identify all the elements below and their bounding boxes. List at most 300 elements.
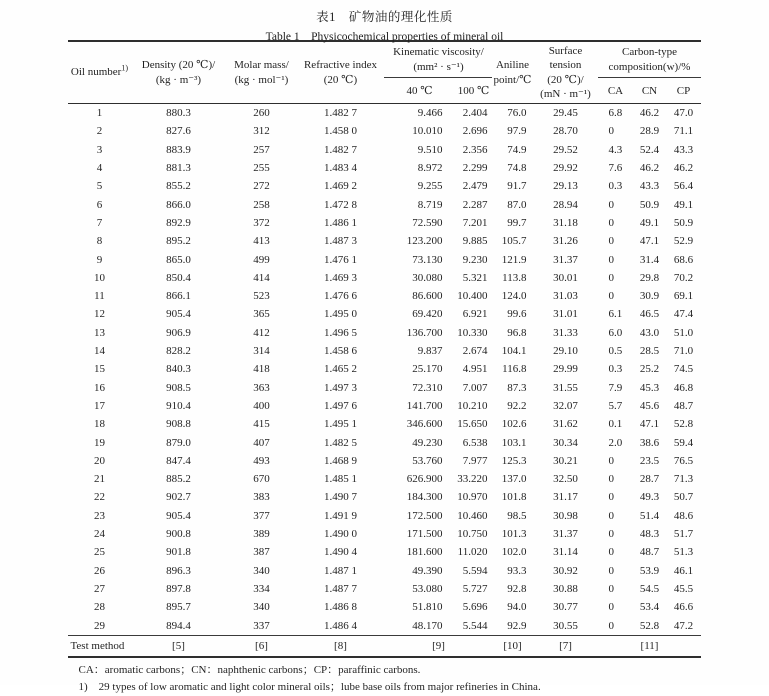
cell-molar-mass: 413 [253,235,270,248]
cell-viscosity-40: 73.130 [412,253,443,266]
cell-surface-tension: 32.50 [553,473,578,486]
cell-viscosity-100: 6.538 [462,436,488,449]
cell-cn: 54.5 [639,582,660,595]
cell-cn: 47.1 [639,418,660,431]
cell-surface-tension: 29.45 [532,104,598,123]
cell-viscosity-40: 181.600 [406,546,443,559]
properties-table [68,40,700,658]
cell-ca: 0.3 [608,180,623,193]
cell-viscosity-40: 49.230 [412,436,443,449]
cell-refractive-index: 1.469 3 [323,271,357,284]
cell-oil-number: 15 [93,363,105,376]
cell-aniline-point: 102.6 [501,418,527,431]
cell-cp: 46.1 [673,564,694,577]
cell-aniline-point: 74.9 [507,143,527,156]
cell-refractive-index: 1.497 3 [323,381,357,394]
cell-viscosity-100: 7.977 [462,454,488,467]
cell-molar-mass: 312 [253,125,270,138]
footnote-abbreviations: CA：aromatic carbons；CN：naphthenic carbons；CP：paraffinic carbons. [78,663,421,676]
cell-viscosity-40: 141.700 [406,399,443,412]
cell-surface-tension: 31.18 [553,216,578,229]
cell-aniline-point: 102.0 [501,546,527,559]
cell-ca: 0 [608,253,614,266]
cell-density: 866.1 [166,290,191,303]
cell-oil-number: 19 [93,436,105,449]
test-method-carbon-type: [11] [598,635,700,657]
cell-ca: 6.0 [608,326,623,339]
cell-cp: 46.8 [673,381,694,394]
cell-molar-mass: 523 [253,290,270,303]
cell-cn: 53.4 [639,601,660,614]
cell-density: 905.4 [166,308,191,321]
cell-viscosity-40: 8.972 [417,162,443,175]
table-row [68,415,700,433]
cell-refractive-index: 1.458 0 [323,125,357,138]
cell-density: 840.3 [166,363,191,376]
cell-density: 900.8 [166,528,191,541]
cell-viscosity-40: 72.310 [412,381,443,394]
cell-cp: 51.0 [673,326,694,339]
cell-aniline-point: 105.7 [501,235,527,248]
cell-surface-tension: 29.52 [553,143,578,156]
cell-surface-tension: 29.10 [553,345,578,358]
cell-refractive-index: 1.476 1 [323,253,357,266]
header-oil-number: Oil number$^{1)}$ [70,63,129,79]
cell-oil-number: 13 [93,326,105,339]
cell-surface-tension: 30.34 [553,436,578,449]
cell-cp: 71.0 [673,345,694,358]
cell-density: 892.9 [166,216,191,229]
cell-molar-mass: 377 [253,509,270,522]
cell-cp: 47.2 [673,619,694,632]
cell-density: 879.0 [166,436,191,449]
cell-molar-mass: 383 [253,491,270,504]
cell-oil-number: 26 [93,564,105,577]
cell-refractive-index: 1.490 7 [323,491,357,504]
cell-density: 902.7 [166,491,191,504]
cell-viscosity-100: 10.750 [457,528,488,541]
cell-molar-mass: 414 [253,271,270,284]
cell-aniline-point: 99.7 [507,216,527,229]
cell-refractive-index: 1.476 6 [323,290,357,303]
cell-viscosity-40: 346.600 [406,418,443,431]
test-method-row [68,635,700,657]
cell-density: 880.3 [130,104,226,123]
cell-viscosity-100: 11.020 [457,546,488,559]
cell-viscosity-100: 33.220 [457,473,488,486]
cell-cp: 52.8 [673,418,694,431]
cell-cn: 48.3 [639,528,660,541]
cell-oil-number: 24 [93,528,105,541]
table-title-chinese: 表1 矿物油的理化性质 [316,10,453,24]
cell-viscosity-100: 2.479 [462,180,488,193]
cell-molar-mass: 418 [253,363,270,376]
cell-refractive-index: 1.486 4 [323,619,357,632]
table-row [68,305,700,323]
cell-oil-number: 16 [93,381,105,394]
cell-viscosity-40: 25.170 [412,363,443,376]
header-ca: CA [607,84,624,97]
cell-surface-tension: 30.55 [553,619,578,632]
cell-refractive-index: 1.490 4 [323,546,357,559]
cell-aniline-point: 137.0 [501,473,527,486]
cell-viscosity-100: 2.696 [462,125,488,138]
cell-viscosity-100: 10.970 [457,491,488,504]
cell-molar-mass: 415 [253,418,270,431]
cell-density: 901.8 [166,546,191,559]
cell-viscosity-40: 51.810 [412,601,443,614]
cell-refractive-index: 1.482 7 [323,143,357,156]
cell-aniline-point: 98.5 [507,509,527,522]
cell-density: 883.9 [166,143,191,156]
cell-cp: 46.2 [673,162,694,175]
cell-viscosity-40: 171.500 [406,528,443,541]
cell-molar-mass: 387 [253,546,270,559]
cell-oil-number: 1 [68,104,130,123]
cell-surface-tension: 31.01 [553,308,578,321]
cell-density: 881.3 [166,162,191,175]
cell-oil-number: 18 [93,418,105,431]
cell-cp: 59.4 [673,436,694,449]
cell-molar-mass: 340 [253,564,270,577]
cell-viscosity-100: 5.594 [462,564,488,577]
cell-cn: 45.6 [639,399,660,412]
header-viscosity-40: 40 ℃ [406,84,433,97]
cell-ca: 0.1 [608,418,623,431]
cell-cn: 48.7 [639,546,660,559]
cell-aniline-point: 124.0 [501,290,527,303]
cell-molar-mass: 372 [253,216,270,229]
cell-refractive-index: 1.472 8 [323,198,357,211]
cell-oil-number: 20 [93,454,105,467]
cell-surface-tension: 29.99 [553,363,578,376]
cell-viscosity-40: 184.300 [406,491,443,504]
cell-oil-number: 29 [93,619,105,632]
cell-cp: 51.7 [673,528,694,541]
cell-aniline-point: 96.8 [507,326,527,339]
cell-density: 910.4 [166,399,191,412]
cell-cp: 48.6 [673,509,694,522]
cell-oil-number: 22 [93,491,105,504]
cell-aniline-point: 101.8 [501,491,527,504]
table-row [68,617,700,636]
cell-viscosity-40: 172.500 [406,509,443,522]
table-row [68,177,700,195]
cell-ca: 0 [608,235,614,248]
cell-ca: 0 [608,491,614,504]
cell-density: 895.2 [166,235,191,248]
cell-surface-tension: 30.77 [553,601,578,614]
cell-surface-tension: 30.92 [553,564,578,577]
cell-viscosity-40: 9.837 [417,345,443,358]
cell-cn: 28.7 [639,473,660,486]
cell-viscosity-40: 48.170 [412,619,443,632]
cell-oil-number: 6 [96,198,103,211]
cell-viscosity-40: 86.600 [412,290,443,303]
cell-aniline-point: 74.8 [507,162,527,175]
cell-refractive-index: 1.491 9 [323,509,357,522]
cell-surface-tension: 28.70 [553,125,578,138]
cell-oil-number: 11 [94,290,105,303]
cell-cn: 38.6 [639,436,660,449]
test-method-viscosity: [9] [384,635,492,657]
cell-surface-tension: 30.01 [553,271,578,284]
cell-surface-tension: 29.92 [553,162,578,175]
table-row [68,598,700,616]
cell-viscosity-40: 123.200 [406,235,443,248]
table-row [68,342,700,360]
cell-cp: 51.3 [673,546,694,559]
cell-viscosity-100: 7.007 [462,381,488,394]
cell-aniline-point: 103.1 [501,436,527,449]
cell-density: 894.4 [166,619,191,632]
cell-refractive-index: 1.497 6 [323,399,357,412]
cell-oil-number: 17 [93,399,105,412]
cell-cn: 49.3 [639,491,660,504]
cell-cp: 47.4 [673,308,694,321]
cell-viscosity-40: 30.080 [412,271,443,284]
table-row [68,196,700,214]
cell-cn: 50.9 [639,198,660,211]
cell-viscosity-40: 8.719 [417,198,443,211]
cell-molar-mass: 334 [253,582,270,595]
table-row [68,525,700,543]
table-row [68,562,700,580]
cell-aniline-point: 97.9 [507,125,527,138]
cell-density: 850.4 [166,271,191,284]
cell-cp: 46.6 [673,601,694,614]
cell-density: 896.3 [166,564,191,577]
cell-oil-number: 28 [93,601,105,614]
cell-viscosity-100: 5.321 [462,271,488,284]
cell-ca: 0 [608,619,614,632]
cell-refractive-index: 1.496 5 [323,326,357,339]
cell-molar-mass: 363 [253,381,270,394]
cell-viscosity-100: 2.404 [454,104,492,123]
cell-aniline-point: 125.3 [501,454,527,467]
cell-molar-mass: 499 [253,253,270,266]
header-cn: CN [641,84,658,97]
cell-molar-mass: 272 [253,180,270,193]
cell-viscosity-40: 9.510 [417,143,443,156]
cell-refractive-index: 1.465 2 [323,363,357,376]
cell-cn: 28.9 [639,125,660,138]
test-method-label: Test method [68,635,130,657]
cell-aniline-point: 76.0 [492,104,532,123]
cell-molar-mass: 407 [253,436,270,449]
cell-cn: 51.4 [639,509,660,522]
cell-viscosity-100: 6.921 [462,308,488,321]
cell-ca: 0 [608,198,614,211]
cell-ca: 4.3 [608,143,623,156]
cell-aniline-point: 92.2 [507,399,527,412]
table-row [68,507,700,525]
header-carbon-type: Carbon-type composition(w)/% [598,41,700,78]
cell-molar-mass: 365 [253,308,270,321]
table-row [68,141,700,159]
cell-viscosity-100: 2.299 [462,162,488,175]
test-method-surface-tension: [7] [532,635,598,657]
header-viscosity-100: 100 ℃ [457,84,490,97]
cell-aniline-point: 92.9 [507,619,527,632]
table-row [68,397,700,415]
cell-viscosity-100: 10.460 [457,509,488,522]
cell-ca: 0 [608,582,614,595]
header-kinematic-viscosity: Kinematic viscosity/ (mm² · s⁻¹) [384,41,492,78]
cell-cp: 69.1 [673,290,694,303]
cell-viscosity-40: 53.760 [412,454,443,467]
cell-density: 897.8 [166,582,191,595]
cell-cp: 52.9 [673,235,694,248]
cell-viscosity-100: 5.727 [462,582,488,595]
cell-refractive-index: 1.468 9 [323,454,357,467]
cell-oil-number: 5 [96,180,103,193]
cell-molar-mass: 258 [253,198,270,211]
cell-surface-tension: 30.98 [553,509,578,522]
cell-molar-mass: 389 [253,528,270,541]
cell-viscosity-100: 9.885 [462,235,488,248]
cell-density: 866.0 [166,198,191,211]
cell-ca: 0 [608,290,614,303]
cell-cp: 71.3 [673,473,694,486]
cell-refractive-index: 1.487 7 [323,582,357,595]
cell-viscosity-40: 49.390 [412,564,443,577]
table-row [68,287,700,305]
table-body [68,104,700,636]
cell-ca: 0 [608,546,614,559]
cell-refractive-index: 1.483 4 [323,162,357,175]
cell-oil-number: 27 [93,582,105,595]
cell-viscosity-40: 9.255 [417,180,443,193]
cell-aniline-point: 91.7 [507,180,527,193]
cell-cn: 23.5 [639,454,660,467]
cell-ca: 0 [608,601,614,614]
cell-surface-tension: 31.17 [553,491,578,504]
cell-cn: 46.2 [639,162,660,175]
cell-viscosity-40: 626.900 [406,473,443,486]
cell-density: 828.2 [166,345,191,358]
cell-ca: 7.9 [608,381,623,394]
cell-aniline-point: 94.0 [507,601,527,614]
cell-surface-tension: 29.13 [553,180,578,193]
cell-viscosity-40: 53.080 [412,582,443,595]
cell-density: 855.2 [166,180,191,193]
cell-surface-tension: 31.55 [553,381,578,394]
oil-number-footnote-mark: 1) [121,63,129,73]
test-method-aniline: [10] [492,635,532,657]
cell-surface-tension: 28.94 [553,198,578,211]
cell-ca: 2.0 [608,436,623,449]
cell-ca: 6.8 [598,104,632,123]
header-surface-tension: Surface tension (20 ℃)/ (mN · m⁻¹) [540,45,591,100]
cell-ca: 6.1 [608,308,623,321]
cell-aniline-point: 121.9 [501,253,527,266]
cell-oil-number: 4 [96,162,103,175]
cell-aniline-point: 87.0 [507,198,527,211]
table-header [68,41,700,104]
cell-cn: 46.2 [632,104,666,123]
cell-cn: 53.9 [639,564,660,577]
table-row [68,580,700,598]
cell-oil-number: 3 [96,143,103,156]
cell-cn: 43.0 [639,326,660,339]
cell-ca: 0.5 [608,345,623,358]
cell-density: 908.8 [166,418,191,431]
cell-ca: 0 [608,125,614,138]
cell-cp: 48.7 [673,399,694,412]
cell-cn: 49.1 [639,216,660,229]
cell-oil-number: 14 [93,345,105,358]
cell-density: 847.4 [166,454,191,467]
table-row [68,232,700,250]
cell-viscosity-100: 5.696 [462,601,488,614]
cell-oil-number: 7 [96,216,103,229]
table-titles [0,0,769,43]
cell-viscosity-40: 69.420 [412,308,443,321]
table-title-english: Table 1 Physicochemical properties of mineral oil [265,31,504,43]
cell-molar-mass: 260 [226,104,296,123]
cell-oil-number: 25 [93,546,105,559]
cell-viscosity-40: 72.590 [412,216,443,229]
cell-viscosity-100: 2.356 [462,143,488,156]
cell-refractive-index: 1.487 1 [323,564,357,577]
cell-viscosity-100: 5.544 [462,619,488,632]
cell-refractive-index: 1.482 7 [296,104,384,123]
cell-ca: 7.6 [608,162,623,175]
cell-ca: 0 [608,509,614,522]
table-row [68,122,700,140]
cell-molar-mass: 400 [253,399,270,412]
cell-surface-tension: 32.07 [553,399,578,412]
cell-aniline-point: 104.1 [501,345,527,358]
cell-density: 908.5 [166,381,191,394]
cell-oil-number: 21 [93,473,105,486]
cell-cp: 49.1 [673,198,694,211]
cell-molar-mass: 412 [253,326,270,339]
cell-cp: 68.6 [673,253,694,266]
cell-cn: 31.4 [639,253,660,266]
cell-cp: 50.7 [673,491,694,504]
cell-refractive-index: 1.495 0 [323,308,357,321]
table-row [68,104,700,123]
cell-cp: 47.0 [666,104,700,123]
table-row [68,452,700,470]
cell-ca: 0 [608,528,614,541]
cell-cn: 52.4 [639,143,660,156]
cell-ca: 0 [608,271,614,284]
cell-molar-mass: 493 [253,454,270,467]
header-aniline-point: Aniline point/℃ [493,59,532,86]
cell-aniline-point: 92.8 [507,582,527,595]
cell-surface-tension: 31.03 [553,290,578,303]
cell-viscosity-40: 136.700 [406,326,443,339]
table-row [68,324,700,342]
cell-viscosity-100: 10.210 [457,399,488,412]
cell-cp: 45.5 [673,582,694,595]
cell-ca: 0.3 [608,363,623,376]
table-row [68,269,700,287]
cell-molar-mass: 314 [253,345,270,358]
cell-cp: 76.5 [673,454,694,467]
cell-aniline-point: 101.3 [501,528,527,541]
cell-refractive-index: 1.486 1 [323,216,357,229]
footnote-1: 1) 29 types of low aromatic and light color mineral oils；lube base oils from major refineries in China. [78,680,541,693]
cell-oil-number: 2 [96,125,103,138]
cell-cn: 46.5 [639,308,660,321]
cell-density: 906.9 [166,326,191,339]
table-row [68,214,700,232]
cell-cp: 50.9 [673,216,694,229]
